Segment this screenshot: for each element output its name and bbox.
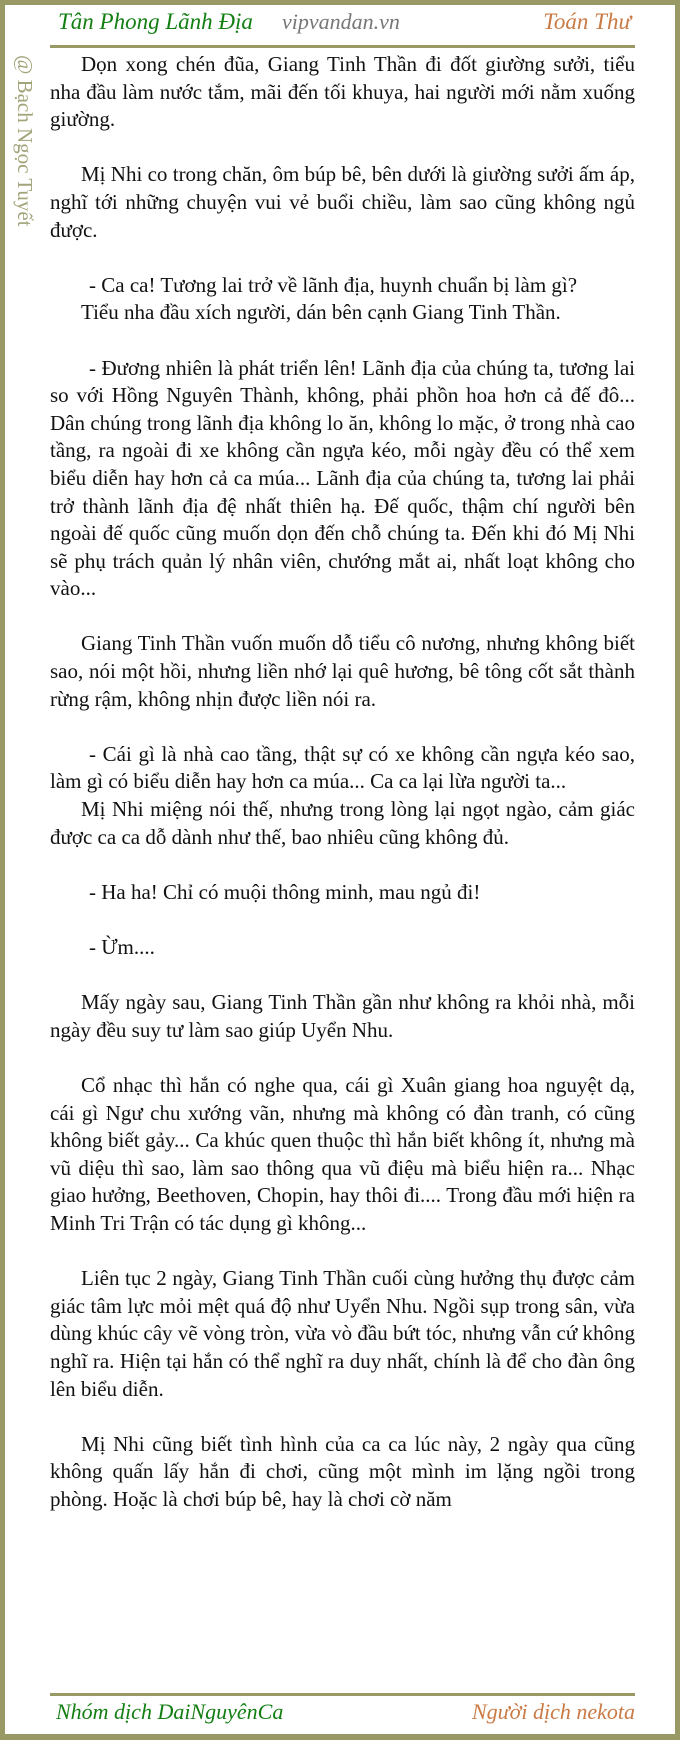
page <box>5 5 675 1734</box>
paragraph-spacer <box>50 906 635 934</box>
paragraph-spacer <box>50 327 635 355</box>
paragraph: Mị Nhi co trong chăn, ôm búp bê, bên dưới là giường sưởi ấm áp, nghĩ tới những chuyện vui vẻ buổi chiều, làm sao cũng không ngủ được. <box>50 162 635 242</box>
paragraph-spacer <box>50 134 635 162</box>
paragraph: Dọn xong chén đũa, Giang Tinh Thần đi đốt giường sưởi, tiểu nha đầu làm nước tắm, mãi đến tối khuya, hai người mới nằm xuống giường. <box>50 52 635 132</box>
dialogue-paragraph: - Ha ha! Chỉ có muội thông minh, mau ngủ đi! <box>89 879 481 904</box>
paragraph: Tiểu nha đầu xích người, dán bên cạnh Giang Tinh Thần. <box>81 300 561 325</box>
chapter-text <box>50 51 635 1513</box>
page-header <box>50 5 635 48</box>
dialogue-paragraph: - Đương nhiên là phát triển lên! Lãnh địa của chúng ta, tương lai so với Hồng Nguyên Thành, không, phải phồn hoa hơn cả đế đô... Dân chúng trong lãnh địa không lo ăn, không lo mặc, ở trong nhà cao tầng, ra ngoài đi xe không cần ngựa kéo, mỗi ngày đều có thể xem biểu diễn hay hơn cả ca múa... Lãnh địa của chúng ta, tương lai phải trở thành lãnh địa đệ nhất thiên hạ. Đế quốc, thậm chí người bên ngoài đế quốc cũng muốn dọn đến chỗ chúng ta. Đến khi đó Mị Nhi sẽ phụ trách quản lý nhân viên, chướng mắt ai, nhất loạt không cho vào... <box>50 355 635 601</box>
paragraph: Mị Nhi miệng nói thế, nhưng trong lòng lại ngọt ngào, cảm giác được ca ca dỗ dành như thế, bao nhiêu cũng không đủ. <box>50 797 635 849</box>
paragraph-spacer <box>50 244 635 272</box>
paragraph: Liên tục 2 ngày, Giang Tinh Thần cuối cùng hưởng thụ được cảm giác tâm lực mỏi mệt quá độ như Uyển Nhu. Ngồi sụp trong sân, vừa dùng khúc cây vẽ vòng tròn, vừa vò đầu bứt tóc, nhưng vẫn cứ không nghĩ ra. Hiện tại hắn có thể nghĩ ra duy nhất, chính là để cho đàn ông lên biểu diễn. <box>50 1266 635 1401</box>
paragraph-spacer <box>50 962 635 990</box>
paragraph: Mấy ngày sau, Giang Tinh Thần gần như không ra khỏi nhà, mỗi ngày đều suy tư làm sao giúp Uyển Nhu. <box>50 990 635 1042</box>
paragraph-spacer <box>50 1044 635 1072</box>
translation-group: Nhóm dịch DaiNguyênCa <box>56 1699 284 1724</box>
paragraph: Mị Nhi cũng biết tình hình của ca ca lúc này, 2 ngày qua cũng không quấn lấy hắn đi chơi, cũng một mình im lặng ngồi trong phòng. Hoặc là chơi búp bê, hay là chơi cờ năm <box>50 1431 635 1511</box>
translator-name: Người dịch nekota <box>471 1699 635 1724</box>
dialogue-paragraph: - Ừm.... <box>89 935 155 959</box>
paragraph-spacer <box>50 1403 635 1431</box>
paragraph-spacer <box>50 1238 635 1266</box>
paragraph-spacer <box>50 713 635 741</box>
dialogue-paragraph: - Cái gì là nhà cao tầng, thật sự có xe không cần ngựa kéo sao, làm gì có biểu diễn hay hơn ca múa... Ca ca lại lừa người ta... <box>50 741 635 794</box>
watermark: @ Bạch Ngọc Tuyết <box>13 55 37 227</box>
paragraph-spacer <box>50 851 635 879</box>
paragraph: Giang Tinh Thần vuốn muốn dỗ tiểu cô nương, nhưng không biết sao, nói một hồi, nhưng liền nhớ lại quê hương, bê tông cốt sắt thành rừng rậm, không nhịn được liền nói ra. <box>50 631 635 711</box>
paragraph-spacer <box>50 603 635 631</box>
book-author: Toán Thư <box>543 9 631 34</box>
footer-divider <box>50 1693 635 1696</box>
site-name: vipvandan.vn <box>282 9 400 34</box>
dialogue-paragraph: - Ca ca! Tương lai trở về lãnh địa, huynh chuẩn bị làm gì? <box>89 272 578 297</box>
book-title: Tân Phong Lãnh Địa <box>58 9 253 34</box>
paragraph: Cổ nhạc thì hắn có nghe qua, cái gì Xuân giang hoa nguyệt dạ, cái gì Ngư chu xướng vãn, nhưng mà không có đàn tranh, có cũng không biết gảy... Ca khúc quen thuộc thì hắn biết không ít, nhưng mà vũ diệu thì sao, làm sao thông qua vũ điệu mà biểu hiện ra... Nhạc giao hưởng, Beethoven, Chopin, hay thôi đi.... Trong đầu mới hiện ra Minh Tri Trận có tác dụng gì không... <box>50 1072 635 1235</box>
